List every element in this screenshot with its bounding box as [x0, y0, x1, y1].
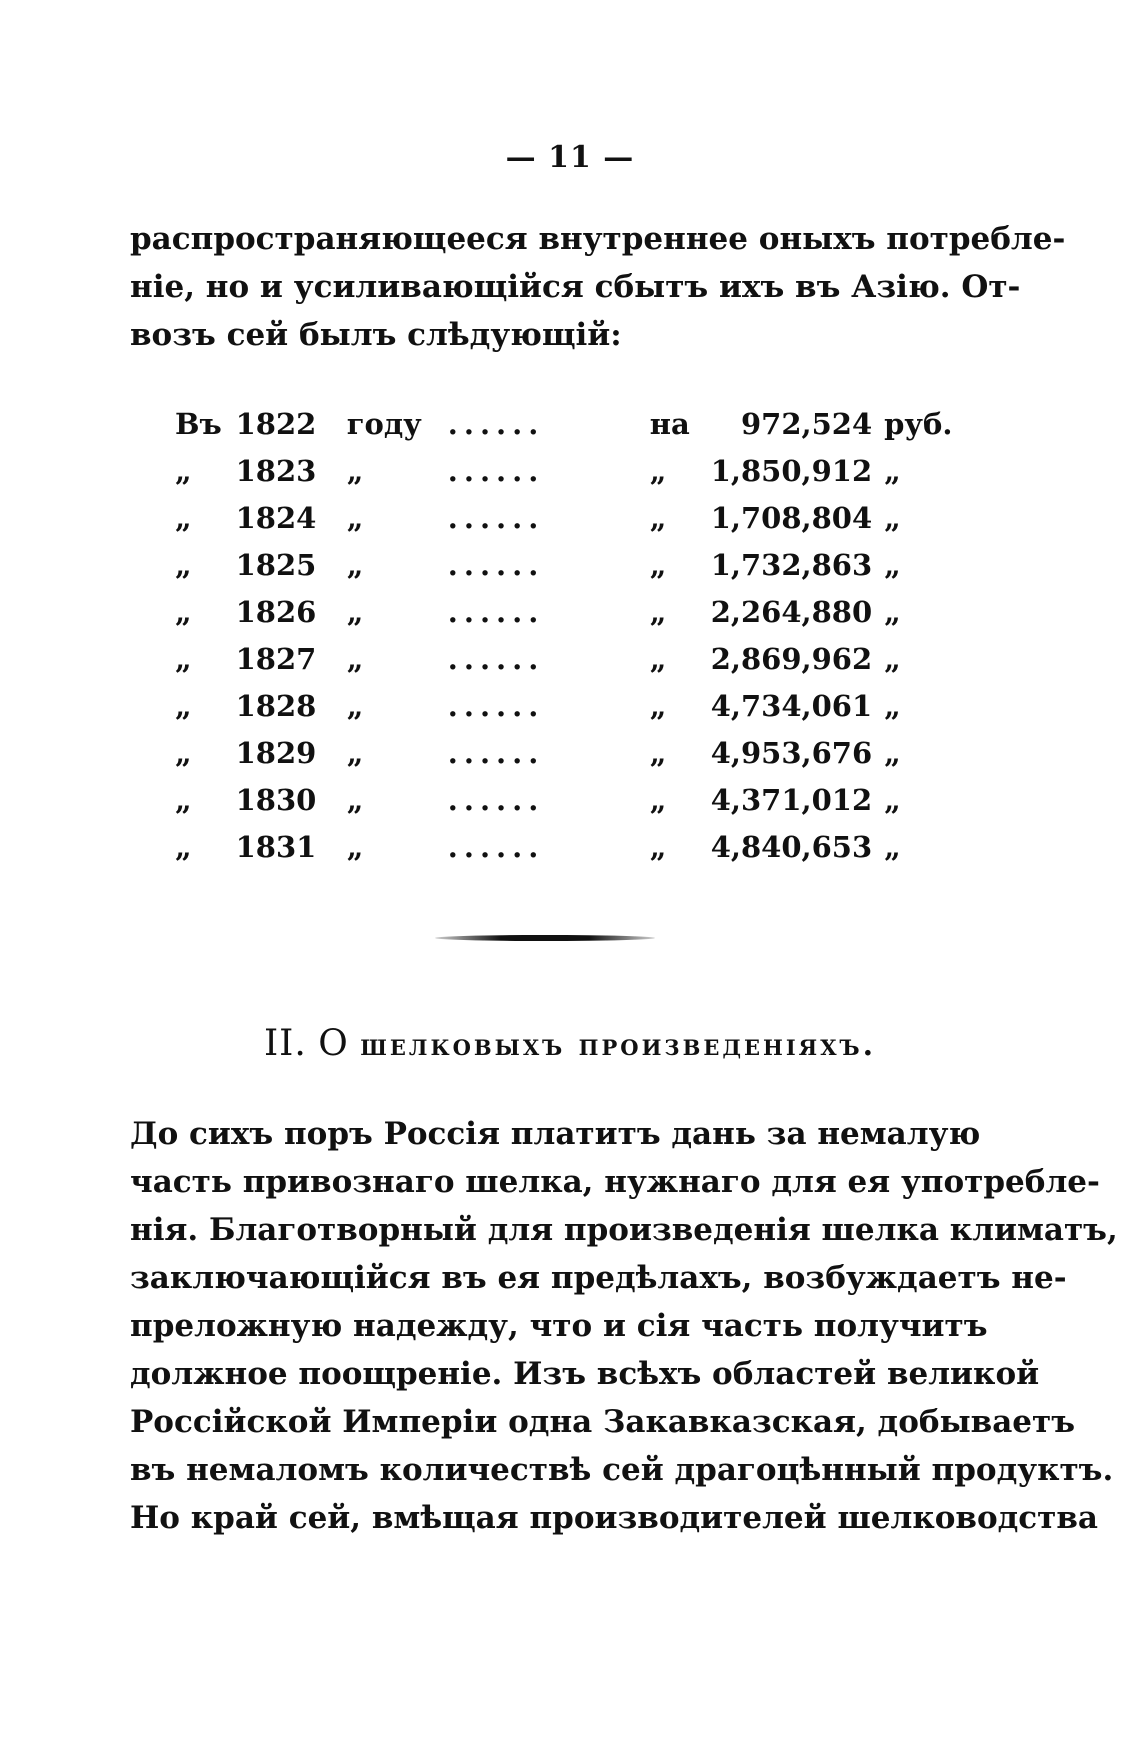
row-leader-dots: ......	[447, 453, 545, 488]
row-prefix: „	[175, 453, 192, 488]
row-value: 1,732,863	[710, 547, 873, 582]
row-prefix: „	[175, 829, 192, 864]
body-line: въ немаломъ количествѣ сей драгоцѣнный продуктъ.	[130, 1452, 1114, 1488]
table-row	[175, 682, 965, 729]
row-preposition: „	[649, 594, 667, 629]
table-row	[175, 588, 965, 635]
row-prefix: „	[175, 500, 192, 535]
row-currency: „	[884, 500, 901, 535]
row-unit: „	[346, 547, 364, 582]
row-currency: „	[884, 453, 901, 488]
row-year: 1830	[235, 782, 317, 817]
row-year: 1822	[235, 406, 317, 441]
body-line: До сихъ поръ Россія платитъ дань за немалую	[130, 1116, 981, 1152]
table-row	[175, 494, 965, 541]
row-value: 4,371,012	[710, 782, 873, 817]
row-currency: „	[884, 782, 901, 817]
row-year: 1825	[235, 547, 317, 582]
row-value: 972,524	[740, 406, 873, 441]
body-line: преложную надежду, что и сія часть получитъ	[130, 1308, 988, 1344]
row-currency: „	[884, 688, 901, 723]
row-preposition: „	[649, 829, 667, 864]
row-unit: „	[346, 829, 364, 864]
row-value: 1,708,804	[710, 500, 873, 535]
body-line: нія. Благотворный для произведенія шелка климатъ,	[130, 1212, 1118, 1248]
row-leader-dots: ......	[447, 782, 545, 817]
row-prefix: „	[175, 547, 192, 582]
row-preposition: „	[649, 735, 667, 770]
row-prefix: Въ	[175, 406, 222, 441]
intro-line: возъ сей былъ слѣдующій:	[130, 317, 622, 353]
body-paragraph	[130, 1110, 1118, 1542]
section-heading	[0, 1023, 1140, 1064]
section-numeral: II.	[263, 1023, 307, 1064]
row-currency: „	[884, 547, 901, 582]
row-year: 1831	[235, 829, 317, 864]
row-value: 2,869,962	[710, 641, 873, 676]
row-prefix: „	[175, 594, 192, 629]
body-line: заключающійся въ ея предѣлахъ, возбуждаетъ не-	[130, 1260, 1067, 1296]
intro-line: ніе, но и усиливающійся сбытъ ихъ въ Азію. От-	[130, 269, 1021, 305]
row-preposition: „	[649, 547, 667, 582]
row-currency: „	[884, 829, 901, 864]
row-preposition: на	[649, 406, 690, 441]
row-preposition: „	[649, 500, 667, 535]
row-currency: „	[884, 594, 901, 629]
row-leader-dots: ......	[447, 688, 545, 723]
row-unit: „	[346, 500, 364, 535]
body-line: Но край сей, вмѣщая производителей шелководства	[130, 1500, 1098, 1536]
row-currency: руб.	[884, 406, 953, 441]
row-leader-dots: ......	[447, 594, 545, 629]
row-value: 1,850,912	[710, 453, 873, 488]
row-leader-dots: ......	[447, 641, 545, 676]
body-line: часть привознаго шелка, нужнаго для ея употребле-	[130, 1164, 1100, 1200]
intro-line: распространяющееся внутреннее оныхъ потребле-	[130, 221, 1066, 257]
row-leader-dots: ......	[447, 500, 545, 535]
row-unit: году	[346, 406, 422, 441]
row-unit: „	[346, 641, 364, 676]
table-row	[175, 823, 965, 870]
table-row	[175, 776, 965, 823]
row-unit: „	[346, 453, 364, 488]
table-row	[175, 400, 965, 447]
row-year: 1829	[235, 735, 317, 770]
row-unit: „	[346, 782, 364, 817]
row-unit: „	[346, 688, 364, 723]
row-prefix: „	[175, 735, 192, 770]
section-title: шелковыхъ произведеніяхъ.	[360, 1028, 877, 1063]
table-row	[175, 729, 965, 776]
row-leader-dots: ......	[447, 406, 545, 441]
row-currency: „	[884, 735, 901, 770]
row-value: 4,734,061	[710, 688, 873, 723]
row-unit: „	[346, 594, 364, 629]
row-value: 2,264,880	[710, 594, 873, 629]
row-leader-dots: ......	[447, 735, 545, 770]
row-prefix: „	[175, 688, 192, 723]
row-currency: „	[884, 641, 901, 676]
row-prefix: „	[175, 782, 192, 817]
body-line: должное поощреніе. Изъ всѣхъ областей великой	[130, 1356, 1040, 1392]
section-divider-rule	[435, 935, 655, 941]
row-leader-dots: ......	[447, 547, 545, 582]
table-row	[175, 635, 965, 682]
table-row	[175, 541, 965, 588]
silk-export-table	[175, 400, 965, 870]
row-preposition: „	[649, 453, 667, 488]
row-leader-dots: ......	[447, 829, 545, 864]
row-year: 1828	[235, 688, 317, 723]
row-value: 4,840,653	[710, 829, 873, 864]
row-unit: „	[346, 735, 364, 770]
table-row	[175, 447, 965, 494]
row-year: 1824	[235, 500, 317, 535]
row-preposition: „	[649, 782, 667, 817]
row-prefix: „	[175, 641, 192, 676]
row-preposition: „	[649, 641, 667, 676]
section-first-word: О	[318, 1023, 349, 1064]
row-value: 4,953,676	[710, 735, 873, 770]
page-number: — 11 —	[505, 140, 635, 175]
row-year: 1826	[235, 594, 317, 629]
body-line: Россійской Имперіи одна Закавказская, добываетъ	[130, 1404, 1075, 1440]
intro-paragraph	[130, 215, 1066, 359]
row-preposition: „	[649, 688, 667, 723]
row-year: 1823	[235, 453, 317, 488]
row-year: 1827	[235, 641, 317, 676]
